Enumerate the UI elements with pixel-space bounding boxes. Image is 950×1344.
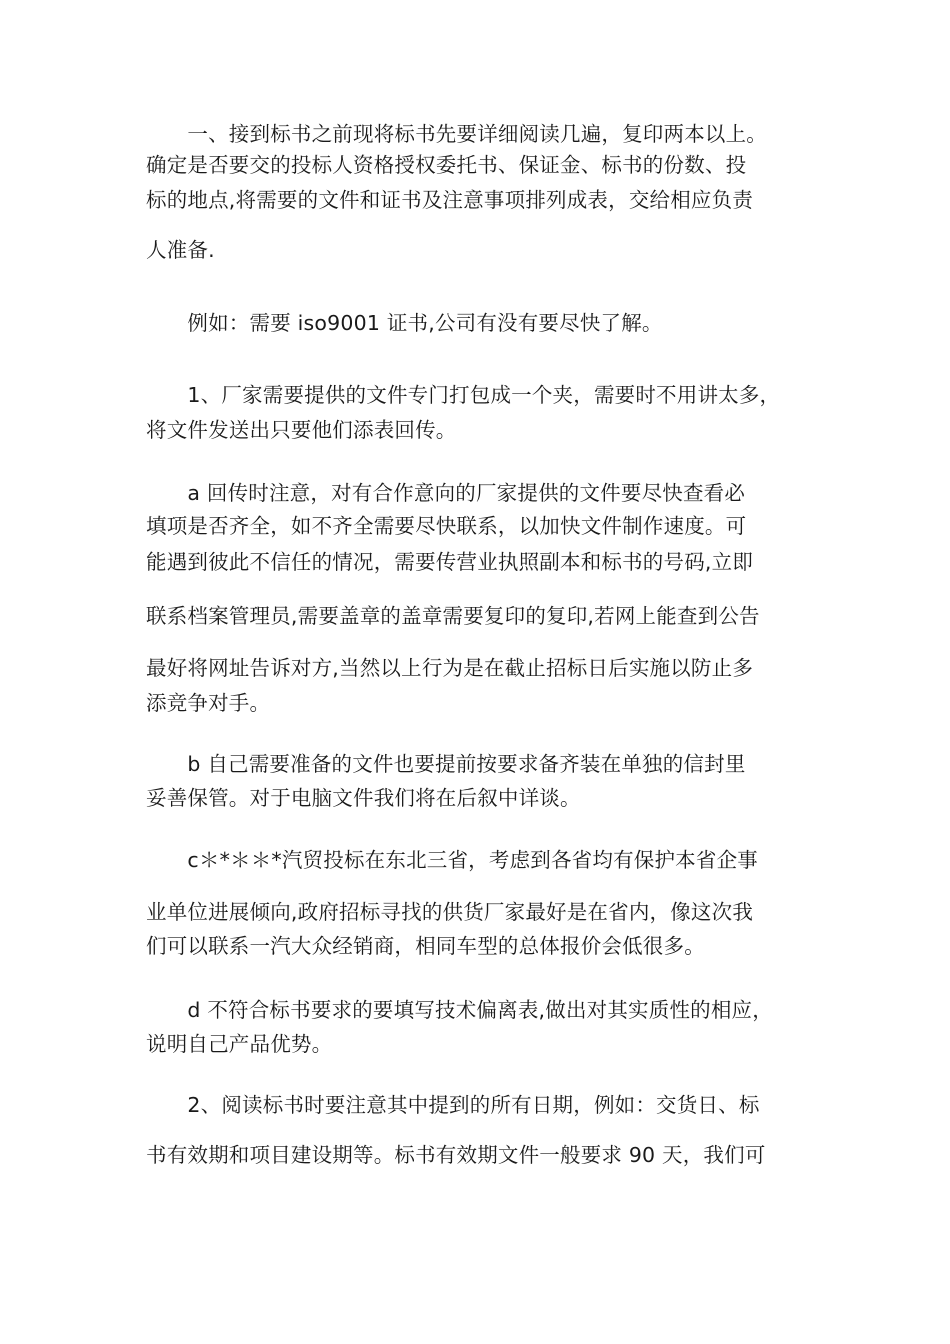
- p4-line-2: 填项是否齐全，如不齐全需要尽快联系，以加快文件制作速度。可: [146, 514, 747, 538]
- p4-line-5: 最好将网址告诉对方,当然以上行为是在截止招标日后实施以防止多: [146, 656, 754, 680]
- p6-line-1: c＊*＊＊*汽贸投标在东北三省，考虑到各省均有保护本省企事: [146, 848, 758, 872]
- p7-line-1: d 不符合标书要求的要填写技术偏离表,做出对其实质性的相应，: [146, 998, 773, 1022]
- p1-line-2: 确定是否要交的投标人资格授权委托书、保证金、标书的份数、投: [146, 153, 747, 177]
- p8-line-1: 2、阅读标书时要注意其中提到的所有日期，例如：交货日、标: [146, 1093, 760, 1117]
- p1-line-1: 一、接到标书之前现将标书先要详细阅读几遍，复印两本以上。: [146, 122, 767, 146]
- p1-line-4: 人准备.: [146, 238, 215, 262]
- p4-line-6: 添竞争对手。: [146, 691, 271, 715]
- p3-line-1: 1、厂家需要提供的文件专门打包成一个夹，需要时不用讲太多，: [146, 383, 781, 407]
- p4-line-1: a 回传时注意，对有合作意向的厂家提供的文件要尽快查看必: [146, 481, 746, 505]
- p6-line-2: 业单位进展倾向,政府招标寻找的供货厂家最好是在省内，像这次我: [146, 900, 754, 924]
- p2-line-1: 例如：需要 iso9001 证书,公司有没有要尽快了解。: [146, 311, 663, 335]
- p7-line-2: 说明自己产品优势。: [146, 1032, 333, 1056]
- p4-line-4: 联系档案管理员,需要盖章的盖章需要复印的复印,若网上能查到公告: [146, 604, 760, 628]
- p1-line-3: 标的地点,将需要的文件和证书及注意事项排列成表，交给相应负责: [146, 188, 754, 212]
- p5-line-2: 妥善保管。对于电脑文件我们将在后叙中详谈。: [146, 786, 581, 810]
- p6-line-3: 们可以联系一汽大众经销商，相同车型的总体报价会低很多。: [146, 934, 705, 958]
- p3-line-2: 将文件发送出只要他们添表回传。: [146, 418, 457, 442]
- p4-line-3: 能遇到彼此不信任的情况，需要传营业执照副本和标书的号码,立即: [146, 550, 754, 574]
- p8-line-2: 书有效期和项目建设期等。标书有效期文件一般要求 90 天，我们可: [146, 1143, 766, 1167]
- p5-line-1: b 自己需要准备的文件也要提前按要求备齐装在单独的信封里: [146, 752, 746, 776]
